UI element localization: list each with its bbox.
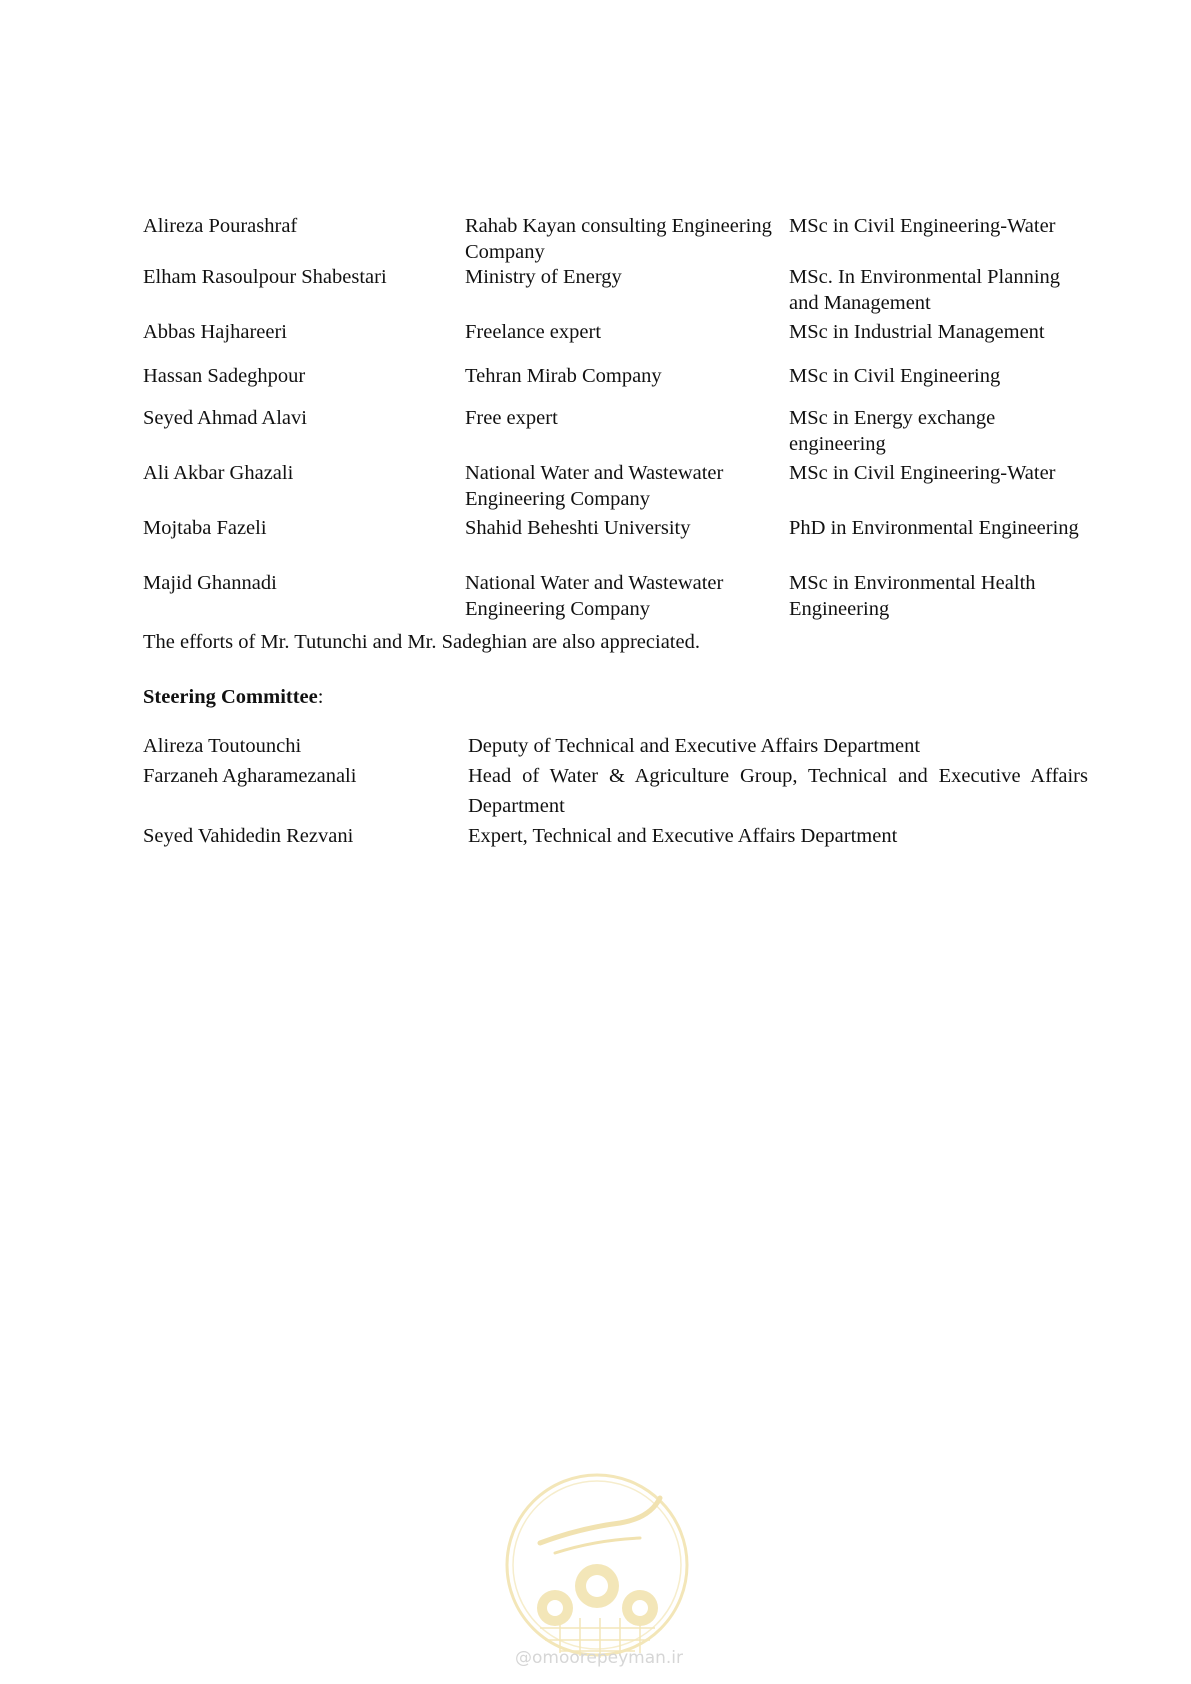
contributor-name: Seyed Ahmad Alavi bbox=[143, 407, 307, 429]
contributor-degree: PhD in Environmental Engineering bbox=[789, 517, 1079, 539]
contributor-degree: MSc in Energy exchange engineering bbox=[789, 407, 996, 455]
contributor-org: Tehran Mirab Company bbox=[465, 365, 662, 387]
contributor-name: Abbas Hajhareeri bbox=[143, 321, 288, 343]
contributors-table bbox=[143, 213, 1083, 625]
contributor-row bbox=[143, 363, 1083, 405]
steering-member-row bbox=[143, 731, 1093, 761]
contributor-org: Ministry of Energy bbox=[465, 266, 622, 288]
contributor-org: Shahid Beheshti University bbox=[465, 517, 691, 539]
steering-member-row bbox=[143, 761, 1093, 821]
contributor-org: Freelance expert bbox=[465, 321, 602, 343]
steering-member-name: Seyed Vahidedin Rezvani bbox=[143, 825, 354, 847]
contributor-row bbox=[143, 405, 1083, 460]
steering-committee-colon: : bbox=[317, 686, 324, 708]
contributor-degree: MSc in Environmental Health Engineering bbox=[789, 572, 1036, 620]
steering-committee-heading bbox=[143, 684, 323, 710]
contributor-name: Mojtaba Fazeli bbox=[143, 517, 267, 539]
contributor-org: Rahab Kayan consulting Engineering Company bbox=[465, 215, 772, 263]
contributor-row bbox=[143, 460, 1083, 515]
acknowledgement-note: The efforts of Mr. Tutunchi and Mr. Sadeghian are also appreciated. bbox=[143, 631, 700, 653]
steering-member-role: Deputy of Technical and Executive Affairs Department bbox=[468, 735, 921, 757]
contributor-degree: MSc. In Environmental Planning and Management bbox=[789, 266, 1061, 314]
contributor-row bbox=[143, 515, 1083, 570]
contributor-degree: MSc in Industrial Management bbox=[789, 321, 1045, 343]
contributor-name: Ali Akbar Ghazali bbox=[143, 462, 294, 484]
steering-committee-title: Steering Committee bbox=[143, 686, 318, 708]
contributor-name: Hassan Sadeghpour bbox=[143, 365, 306, 387]
contributor-row bbox=[143, 264, 1083, 319]
contributor-org: Free expert bbox=[465, 407, 558, 429]
steering-member-name: Alireza Toutounchi bbox=[143, 735, 302, 757]
steering-committee-list bbox=[143, 731, 1093, 851]
watermark-url: @omoorepeyman.ir bbox=[515, 1648, 684, 1668]
contributor-degree: MSc in Civil Engineering-Water bbox=[789, 215, 1056, 237]
steering-member-role: Expert, Technical and Executive Affairs Department bbox=[468, 825, 898, 847]
contributor-row bbox=[143, 570, 1083, 625]
contributor-name: Majid Ghannadi bbox=[143, 572, 277, 594]
contributor-degree: MSc in Civil Engineering-Water bbox=[789, 462, 1056, 484]
contributor-org: National Water and Wastewater Engineering Company bbox=[465, 572, 724, 620]
watermark-logo-icon bbox=[500, 1468, 695, 1663]
steering-member-role: Head of Water & Agriculture Group, Technical and Executive Affairs Department bbox=[468, 765, 1088, 817]
contributor-name: Elham Rasoulpour Shabestari bbox=[143, 266, 387, 288]
contributor-degree: MSc in Civil Engineering bbox=[789, 365, 1001, 387]
contributor-org: National Water and Wastewater Engineering Company bbox=[465, 462, 724, 510]
steering-member-name: Farzaneh Agharamezanali bbox=[143, 765, 357, 787]
steering-member-row bbox=[143, 821, 1093, 851]
contributor-row bbox=[143, 319, 1083, 363]
contributor-row bbox=[143, 213, 1083, 264]
contributor-name: Alireza Pourashraf bbox=[143, 215, 298, 237]
